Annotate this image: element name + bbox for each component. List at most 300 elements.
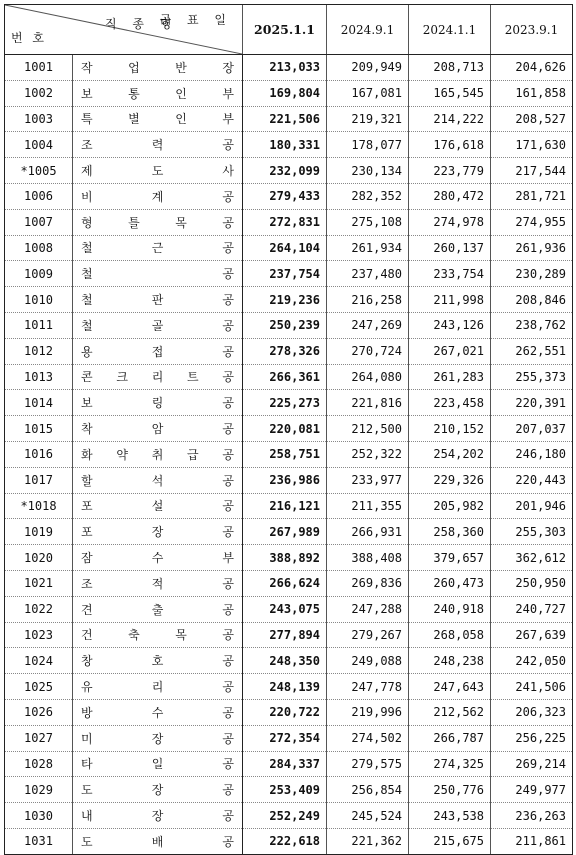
wage-value-1: 277,894	[243, 622, 327, 648]
job-name	[73, 132, 243, 158]
table-row	[5, 132, 573, 158]
job-name-chars	[81, 214, 234, 231]
wage-value-3: 243,126	[409, 312, 491, 338]
table-row	[5, 674, 573, 700]
job-name-char: 도	[151, 164, 164, 179]
wage-value-4: 208,846	[491, 287, 573, 313]
job-code: 1025	[5, 674, 73, 700]
job-name-char: 장	[151, 525, 164, 540]
wage-value-3: 258,360	[409, 519, 491, 545]
wage-value-4: 217,544	[491, 158, 573, 184]
job-name-chars	[81, 472, 234, 489]
job-name-char: 공	[222, 654, 234, 669]
job-name-char: 공	[222, 189, 234, 204]
job-name-char: 공	[222, 783, 234, 798]
job-name-char: 골	[151, 318, 164, 333]
wage-value-3: 223,458	[409, 390, 491, 416]
wage-value-3: 240,918	[409, 596, 491, 622]
wage-value-1: 243,075	[243, 596, 327, 622]
wage-value-2: 245,524	[327, 803, 409, 829]
wage-value-3: 260,473	[409, 570, 491, 596]
job-name-char: 작	[81, 60, 93, 75]
job-name-char: 공	[222, 215, 234, 230]
job-code: 1012	[5, 338, 73, 364]
job-name-char: 공	[222, 293, 234, 308]
job-code: 1020	[5, 545, 73, 571]
wage-value-3: 205,982	[409, 493, 491, 519]
job-name-char: 호	[151, 654, 164, 669]
wage-value-3: 267,021	[409, 338, 491, 364]
wage-value-3: 274,325	[409, 751, 491, 777]
wage-value-4: 204,626	[491, 55, 573, 81]
job-name	[73, 106, 243, 132]
wage-value-2: 279,575	[327, 751, 409, 777]
job-code: 1022	[5, 596, 73, 622]
wage-value-4: 261,936	[491, 235, 573, 261]
job-name	[73, 725, 243, 751]
table-row	[5, 209, 573, 235]
job-name-char: 공	[222, 680, 234, 695]
job-name-chars	[81, 833, 234, 850]
job-name-char: 접	[151, 344, 164, 359]
job-code: 1001	[5, 55, 73, 81]
job-name-char: 미	[81, 731, 93, 746]
job-name-label: 직 종 명	[105, 17, 178, 31]
wage-value-1: 279,433	[243, 183, 327, 209]
job-name-char: 공	[222, 447, 234, 462]
table-row	[5, 80, 573, 106]
wage-value-1: 236,986	[243, 467, 327, 493]
wage-value-3: 379,657	[409, 545, 491, 571]
wage-value-3: 268,058	[409, 622, 491, 648]
job-name-char: 특	[81, 112, 93, 127]
wage-value-1: 272,354	[243, 725, 327, 751]
job-name-char: 부	[222, 551, 234, 566]
wage-value-4: 207,037	[491, 416, 573, 442]
wage-value-3: 254,202	[409, 441, 491, 467]
wage-value-4: 240,727	[491, 596, 573, 622]
job-name-char: 수	[151, 705, 164, 720]
job-code: 1002	[5, 80, 73, 106]
job-name-chars	[81, 523, 234, 540]
job-name-char: 용	[81, 344, 93, 359]
job-name-char: 공	[222, 138, 234, 153]
job-code: 1009	[5, 261, 73, 287]
wage-value-2: 274,502	[327, 725, 409, 751]
table-row	[5, 622, 573, 648]
table-row	[5, 158, 573, 184]
table-row	[5, 338, 573, 364]
wage-value-1: 258,751	[243, 441, 327, 467]
job-name-char: 장	[151, 809, 164, 823]
date-col-2: 2024.9.1	[327, 5, 409, 55]
wage-value-4: 250,950	[491, 570, 573, 596]
job-name	[73, 674, 243, 700]
job-code: 1029	[5, 777, 73, 803]
job-name-chars	[81, 497, 234, 514]
wage-value-4: 262,551	[491, 338, 573, 364]
table-row	[5, 545, 573, 571]
wage-value-1: 222,618	[243, 828, 327, 854]
job-name-char: 보	[81, 396, 93, 411]
wage-value-4: 171,630	[491, 132, 573, 158]
wage-value-3: 210,152	[409, 416, 491, 442]
wage-value-1: 213,033	[243, 55, 327, 81]
job-name-char: 틀	[128, 215, 140, 230]
job-name-chars	[81, 420, 234, 437]
job-name-char: 화	[81, 447, 93, 462]
job-name-char: 리	[151, 370, 164, 385]
wage-value-1: 216,121	[243, 493, 327, 519]
job-name-char: 출	[151, 602, 164, 617]
wage-value-2: 261,934	[327, 235, 409, 261]
job-name-char: 계	[151, 189, 164, 204]
wage-value-4: 230,289	[491, 261, 573, 287]
job-name-chars	[81, 446, 234, 463]
wage-value-4: 220,391	[491, 390, 573, 416]
wage-value-4: 267,639	[491, 622, 573, 648]
table-row	[5, 570, 573, 596]
table-row	[5, 390, 573, 416]
job-name-chars	[81, 162, 234, 179]
wage-value-4: 238,762	[491, 312, 573, 338]
wage-value-1: 284,337	[243, 751, 327, 777]
job-name-char: 약	[116, 447, 128, 462]
wage-value-2: 216,258	[327, 287, 409, 313]
wage-value-1: 220,722	[243, 699, 327, 725]
wage-value-1: 220,081	[243, 416, 327, 442]
job-name-char: 내	[81, 809, 93, 823]
wage-value-4: 255,373	[491, 364, 573, 390]
wage-value-2: 266,931	[327, 519, 409, 545]
wage-value-4: 236,263	[491, 803, 573, 829]
wage-value-1: 237,754	[243, 261, 327, 287]
job-name-char: 공	[222, 731, 234, 746]
job-name-char: 업	[128, 60, 140, 75]
job-code: 1004	[5, 132, 73, 158]
job-code: 1030	[5, 803, 73, 829]
job-name-char: 리	[151, 680, 164, 695]
job-name	[73, 312, 243, 338]
table-row	[5, 777, 573, 803]
wage-value-1: 248,350	[243, 648, 327, 674]
table-row	[5, 699, 573, 725]
wage-value-2: 237,480	[327, 261, 409, 287]
wage-value-2: 388,408	[327, 545, 409, 571]
wage-value-3: 165,545	[409, 80, 491, 106]
wage-value-1: 266,361	[243, 364, 327, 390]
wage-value-2: 247,778	[327, 674, 409, 700]
job-code: 1016	[5, 441, 73, 467]
job-name-chars	[81, 755, 234, 772]
wage-value-3: 243,538	[409, 803, 491, 829]
job-name-char: 축	[128, 628, 140, 643]
wage-value-4: 249,977	[491, 777, 573, 803]
table-body	[5, 55, 573, 855]
job-name-char: 철	[81, 318, 93, 333]
job-name-chars	[81, 704, 234, 721]
job-name	[73, 158, 243, 184]
job-name	[73, 261, 243, 287]
table-row	[5, 106, 573, 132]
wage-value-1: 232,099	[243, 158, 327, 184]
job-name-char: 크	[116, 370, 128, 385]
job-name-char: 판	[151, 293, 164, 308]
job-name	[73, 570, 243, 596]
job-name-chars	[81, 188, 234, 205]
wage-value-4: 274,955	[491, 209, 573, 235]
job-name-chars	[81, 626, 234, 643]
job-name-char: 도	[81, 834, 93, 849]
wage-value-3: 211,998	[409, 287, 491, 313]
job-name-chars	[81, 85, 234, 102]
job-name-char: 공	[222, 344, 234, 359]
job-name-char: 공	[222, 473, 234, 488]
wage-value-2: 270,724	[327, 338, 409, 364]
job-name-char: 목	[175, 215, 187, 230]
wage-value-4: 211,861	[491, 828, 573, 854]
wage-value-1: 278,326	[243, 338, 327, 364]
job-name-char: 급	[187, 447, 199, 462]
table-row	[5, 828, 573, 854]
job-name-chars	[81, 239, 234, 256]
table-row	[5, 416, 573, 442]
job-name-chars	[81, 317, 234, 334]
job-name-char: 링	[151, 396, 164, 411]
job-name-chars	[81, 575, 234, 592]
job-name-char: 공	[222, 318, 234, 333]
job-name	[73, 699, 243, 725]
job-name-char: 착	[81, 422, 93, 437]
date-col-4: 2023.9.1	[491, 5, 573, 55]
wage-value-2: 219,996	[327, 699, 409, 725]
job-name	[73, 519, 243, 545]
wage-value-2: 282,352	[327, 183, 409, 209]
job-name-char: 공	[222, 809, 234, 823]
wage-value-2: 269,836	[327, 570, 409, 596]
job-code: 1026	[5, 699, 73, 725]
wage-value-1: 225,273	[243, 390, 327, 416]
job-name-chars	[81, 652, 234, 669]
job-name	[73, 209, 243, 235]
date-col-3: 2024.1.1	[409, 5, 491, 55]
wage-value-3: 248,238	[409, 648, 491, 674]
job-name-char: 트	[187, 370, 199, 385]
wage-value-3: 280,472	[409, 183, 491, 209]
wage-value-4: 220,443	[491, 467, 573, 493]
table-row	[5, 235, 573, 261]
wage-value-3: 214,222	[409, 106, 491, 132]
table-row	[5, 312, 573, 338]
wage-value-1: 221,506	[243, 106, 327, 132]
job-name-char: 장	[222, 60, 234, 75]
job-name	[73, 235, 243, 261]
wage-value-1: 169,804	[243, 80, 327, 106]
job-name-chars	[81, 265, 234, 282]
job-name-char: 조	[81, 576, 93, 591]
job-name-chars	[81, 394, 234, 411]
job-name-char: 장	[151, 731, 164, 746]
table-row	[5, 55, 573, 81]
job-name-char: 방	[81, 705, 93, 720]
job-name	[73, 467, 243, 493]
job-name-char: 공	[222, 705, 234, 720]
job-name-char: 할	[81, 473, 93, 488]
wage-value-3: 233,754	[409, 261, 491, 287]
job-name	[73, 622, 243, 648]
wage-value-3: 229,326	[409, 467, 491, 493]
job-name-char: 견	[81, 602, 93, 617]
wage-value-1: 272,831	[243, 209, 327, 235]
table-row	[5, 493, 573, 519]
date-col-1: 2025.1.1	[243, 5, 327, 55]
job-name-char: 사	[222, 164, 234, 179]
wage-table	[4, 4, 573, 855]
wage-value-2: 221,362	[327, 828, 409, 854]
wage-value-2: 221,816	[327, 390, 409, 416]
number-label: 번 호	[11, 31, 47, 45]
job-name-chars	[81, 343, 234, 360]
wage-value-3: 274,978	[409, 209, 491, 235]
job-name-char: 일	[151, 757, 164, 772]
job-name	[73, 751, 243, 777]
wage-value-4: 255,303	[491, 519, 573, 545]
table-row	[5, 751, 573, 777]
wage-value-3: 260,137	[409, 235, 491, 261]
job-code: 1017	[5, 467, 73, 493]
job-name-chars	[81, 110, 234, 127]
job-name-char: 공	[222, 267, 234, 282]
wage-value-4: 242,050	[491, 648, 573, 674]
job-name-char: 비	[81, 189, 93, 204]
job-name	[73, 287, 243, 313]
wage-value-2: 247,269	[327, 312, 409, 338]
job-code: 1031	[5, 828, 73, 854]
wage-value-4: 246,180	[491, 441, 573, 467]
job-name-char: 별	[128, 112, 140, 127]
job-name	[73, 80, 243, 106]
job-name-char: 도	[81, 783, 93, 798]
wage-value-2: 247,288	[327, 596, 409, 622]
job-name-char: 조	[81, 138, 93, 153]
wage-value-4: 208,527	[491, 106, 573, 132]
job-code: 1013	[5, 364, 73, 390]
job-code: 1008	[5, 235, 73, 261]
job-name-char: 목	[175, 628, 187, 643]
job-code: 1011	[5, 312, 73, 338]
table-row	[5, 648, 573, 674]
wage-value-4: 362,612	[491, 545, 573, 571]
job-name-char: 콘	[81, 370, 93, 385]
job-code: 1028	[5, 751, 73, 777]
table-row	[5, 725, 573, 751]
wage-value-2: 178,077	[327, 132, 409, 158]
announce-date-label: 공 표 일	[159, 13, 232, 27]
job-name-chars	[81, 136, 234, 153]
job-name-char: 통	[128, 86, 140, 101]
job-code: 1014	[5, 390, 73, 416]
job-name-char: 암	[151, 422, 164, 437]
job-name-char: 건	[81, 628, 93, 643]
job-name-char: 공	[222, 757, 234, 772]
wage-value-1: 388,892	[243, 545, 327, 571]
job-name	[73, 364, 243, 390]
wage-value-2: 275,108	[327, 209, 409, 235]
job-name-char: 공	[222, 370, 234, 385]
job-name	[73, 338, 243, 364]
job-name-char: 취	[151, 447, 164, 462]
wage-value-4: 281,721	[491, 183, 573, 209]
job-name-char: 공	[222, 396, 234, 411]
job-code: *1005	[5, 158, 73, 184]
corner-header-cell	[5, 5, 243, 55]
job-name-char: 배	[151, 834, 164, 849]
job-name-char: 타	[81, 757, 93, 772]
job-name-char: 창	[81, 654, 93, 669]
job-name-char: 보	[81, 86, 93, 101]
wage-value-4: 269,214	[491, 751, 573, 777]
job-name-char: 공	[222, 602, 234, 617]
job-name-char: 잠	[81, 551, 93, 566]
job-name	[73, 493, 243, 519]
table-row	[5, 596, 573, 622]
table-row	[5, 183, 573, 209]
job-name-char: 공	[222, 422, 234, 437]
wage-value-4: 241,506	[491, 674, 573, 700]
wage-value-1: 266,624	[243, 570, 327, 596]
job-name	[73, 545, 243, 571]
job-name-chars	[81, 549, 234, 566]
wage-value-2: 230,134	[327, 158, 409, 184]
job-name-char: 공	[222, 499, 234, 514]
job-code: 1019	[5, 519, 73, 545]
wage-value-1: 250,239	[243, 312, 327, 338]
wage-value-3: 208,713	[409, 55, 491, 81]
job-name-chars	[81, 601, 234, 618]
job-name	[73, 596, 243, 622]
wage-value-2: 212,500	[327, 416, 409, 442]
job-name-chars	[81, 678, 234, 695]
wage-value-2: 252,322	[327, 441, 409, 467]
job-name-char: 공	[222, 576, 234, 591]
job-name-chars	[81, 59, 234, 76]
job-name-char: 부	[222, 86, 234, 101]
job-name-char: 공	[222, 525, 234, 540]
job-code: 1027	[5, 725, 73, 751]
job-name-char: 형	[81, 215, 93, 230]
wage-value-4: 161,858	[491, 80, 573, 106]
wage-value-1: 219,236	[243, 287, 327, 313]
wage-value-2: 211,355	[327, 493, 409, 519]
wage-value-3: 250,776	[409, 777, 491, 803]
wage-value-2: 219,321	[327, 106, 409, 132]
job-name-char: 적	[151, 576, 164, 591]
job-name-char: 포	[81, 525, 93, 540]
job-name	[73, 828, 243, 854]
wage-value-2: 167,081	[327, 80, 409, 106]
job-code: 1021	[5, 570, 73, 596]
job-code: 1007	[5, 209, 73, 235]
table-row	[5, 519, 573, 545]
job-name-char: 반	[175, 60, 187, 75]
wage-value-2: 256,854	[327, 777, 409, 803]
job-code: *1018	[5, 493, 73, 519]
table-row	[5, 261, 573, 287]
job-name-char: 철	[81, 293, 93, 308]
wage-value-3: 215,675	[409, 828, 491, 854]
job-name	[73, 55, 243, 81]
job-name-char: 철	[81, 241, 93, 256]
